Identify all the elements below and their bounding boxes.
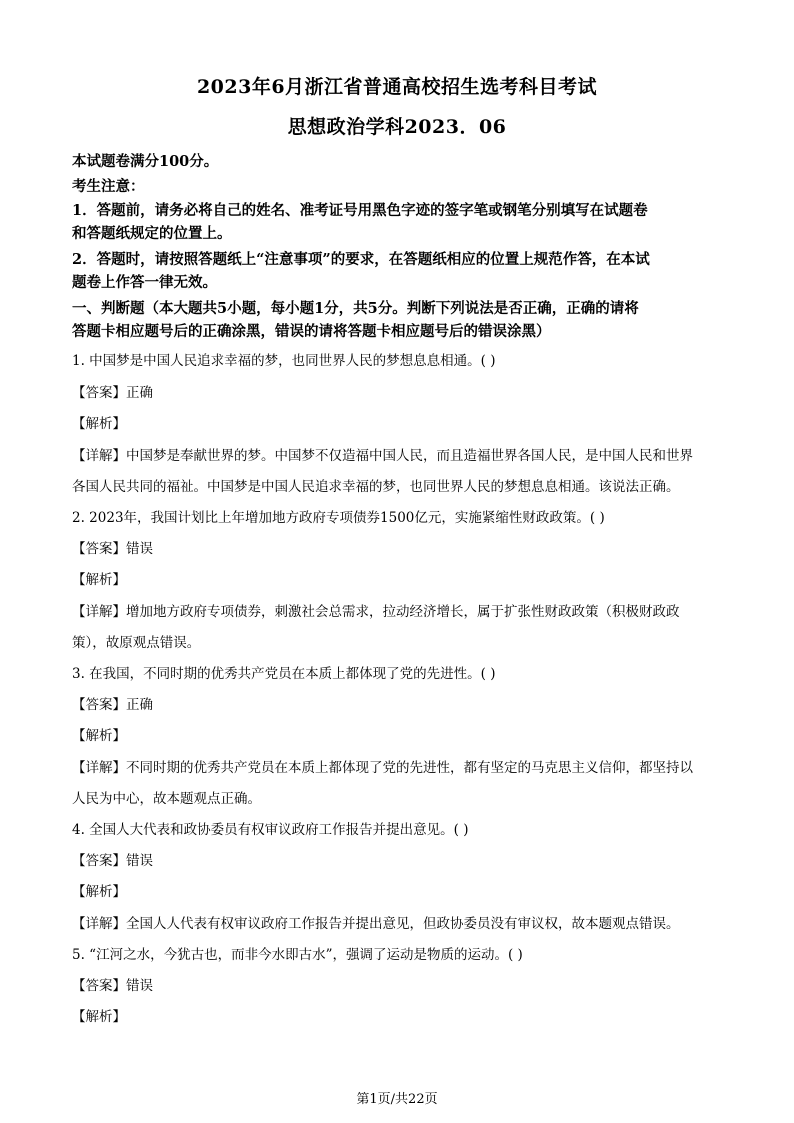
- question-5: 5. “江河之水，今犹古也，而非今水即古水”，强调了运动是物质的运动。( ): [72, 947, 523, 963]
- question-3: 3. 在我国，不同时期的优秀共产党员在本质上都体现了党的先进性。( ): [72, 666, 496, 682]
- exam-subtitle: 思想政治学科2023．06: [287, 116, 507, 138]
- notice-item-1: 1．答题前，请务必将自己的姓名、准考证号用黑色字迹的签字笔或钢笔分别填写在试题卷: [72, 202, 648, 219]
- detail-2: 【详解】增加地方政府专项债券，刺激社会总需求，拉动经济增长，属于扩张性财政政策（积极财政政: [72, 604, 680, 620]
- notice-item-2-cont: 题卷上作答一律无效。: [72, 274, 217, 291]
- detail-1-cont: 各国人民共同的福祉。中国梦是中国人民追求幸福的梦，也同世界人民的梦想息息相通。该说法正确。: [72, 479, 680, 495]
- notice-item-1-cont: 和答题纸规定的位置上。: [72, 225, 232, 242]
- detail-1: 【详解】中国梦是奉献世界的梦。中国梦不仅造福中国人民，而且造福世界各国人民，是中国人民和世界: [72, 448, 693, 464]
- answer-2: 【答案】错误: [72, 541, 153, 557]
- question-4: 4. 全国人大代表和政协委员有权审议政府工作报告并提出意见。( ): [72, 822, 469, 838]
- section-heading: 一、判断题（本大题共5小题，每小题1分，共5分。判断下列说法是否正确，正确的请将: [72, 300, 639, 317]
- answer-5: 【答案】错误: [72, 978, 153, 994]
- exam-title: 2023年6月浙江省普通高校招生选考科目考试: [196, 76, 598, 98]
- detail-3-cont: 人民为中心，故本题观点正确。: [72, 791, 261, 807]
- question-1: 1. 中国梦是中国人民追求幸福的梦，也同世界人民的梦想息息相通。( ): [72, 353, 496, 369]
- question-2: 2. 2023年，我国计划比上年增加地方政府专项债券1500亿元，实施紧缩性财政政策。( ): [72, 510, 605, 526]
- page-number: 第1页/共22页: [356, 1092, 438, 1107]
- full-score-note: 本试题卷满分100分。: [72, 153, 219, 170]
- analysis-label-3: 【解析】: [72, 728, 126, 744]
- section-heading-cont: 答题卡相应题号后的正确涂黑，错误的请将答题卡相应题号后的错误涂黑）: [72, 323, 551, 340]
- detail-4: 【详解】全国人人代表有权审议政府工作报告并提出意见，但政协委员没有审议权，故本题观点错误。: [72, 916, 680, 932]
- answer-4: 【答案】错误: [72, 853, 153, 869]
- analysis-label-4: 【解析】: [72, 884, 126, 900]
- answer-3: 【答案】正确: [72, 697, 153, 713]
- detail-2-cont: 策），故原观点错误。: [72, 635, 201, 651]
- notice-item-2: 2．答题时，请按照答题纸上“注意事项”的要求，在答题纸相应的位置上规范作答，在本试: [72, 251, 650, 268]
- answer-1: 【答案】正确: [72, 385, 153, 401]
- detail-3: 【详解】不同时期的优秀共产党员在本质上都体现了党的先进性，都有坚定的马克思主义信仰，都坚持以: [72, 760, 693, 776]
- notice-title: 考生注意：: [72, 178, 145, 195]
- analysis-label-2: 【解析】: [72, 572, 126, 588]
- analysis-label-5: 【解析】: [72, 1009, 126, 1025]
- analysis-label-1: 【解析】: [72, 416, 126, 432]
